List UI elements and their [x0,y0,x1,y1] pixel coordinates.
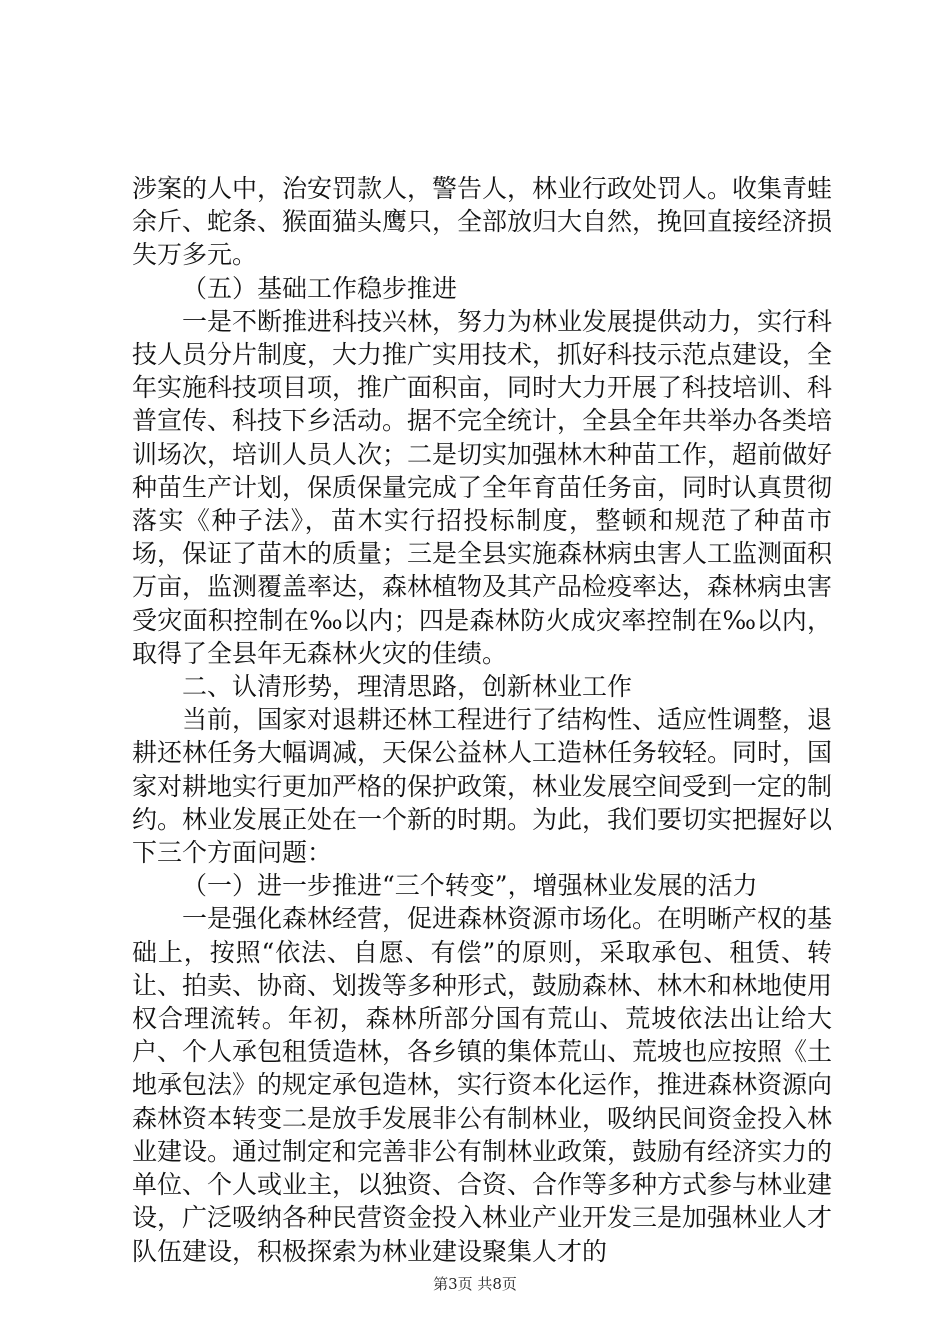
paragraph-basic-work: 一是不断推进科技兴林，努力为林业发展提供动力，实行科技人员分片制度，大力推广实用技术，抓好科技示范点建设，全年实施科技项目项，推广面积亩，同时大力开展了科技培训、科普宣传、科技下乡活动。据不完全统计，全县全年共举办各类培训场次，培训人员人次；二是切实加强林木种苗工作，超前做好种苗生产计划，保质保量完成了全年育苗任务亩，同时认真贯彻落实《种子法》，苗木实行招投标制度，整顿和规范了种苗市场，保证了苗木的质量；三是全县实施森林病虫害人工监测面积万亩，监测覆盖率达，森林植物及其产品检疫率达，森林病虫害受灾面积控制在‰以内；四是森林防火成灾率控制在‰以内，取得了全县年无森林火灾的佳绩。 [132,306,833,668]
heading-three-transformations: （一）进一步推进“三个转变”，增强林业发展的活力 [182,871,758,901]
heading-section-two: 二、认清形势，理清思路，创新林业工作 [182,672,633,702]
paragraph-case-summary: 涉案的人中，治安罚款人，警告人，林业行政处罚人。收集青蛙余斤、蛇条、猴面猫头鹰只，全部放归大自然，挽回直接经济损失万多元。 [132,174,833,270]
heading-basic-work: （五）基础工作稳步推进 [182,273,458,303]
paragraph-current-situation: 当前，国家对退耕还林工程进行了结构性、适应性调整，退耕还林任务大幅调减，天保公益林人工造林任务较轻。同时，国家对耕地实行更加严格的保护政策，林业发展空间受到一定的制约。林业发展正处在一个新的时期。为此，我们要切实把握好以下三个方面问题： [132,705,833,868]
paragraph-forest-management: 一是强化森林经营，促进森林资源市场化。在明晰产权的基础上，按照“依法、自愿、有偿”的原则，采取承包、租赁、转让、拍卖、协商、划拨等多种形式，鼓励森林、林木和林地使用权合理流转。年初，森林所部分国有荒山、荒坡依法出让给大户、个人承包租赁造林，各乡镇的集体荒山、荒坡也应按照《土地承包法》的规定承包造林，实行资本化运作，推进森林资源向森林资本转变二是放手发展非公有制林业，吸纳民间资金投入林业建设。通过制定和完善非公有制林业政策，鼓励有经济实力的单位、个人或业主，以独资、合资、合作等多种方式参与林业建设，广泛吸纳各种民营资金投入林业产业开发三是加强林业人才队伍建设，积极探索为林业建设聚集人才的 [132,904,833,1266]
page-footer: 第3页 共8页 [433,1275,517,1293]
document-body [132,172,832,1268]
